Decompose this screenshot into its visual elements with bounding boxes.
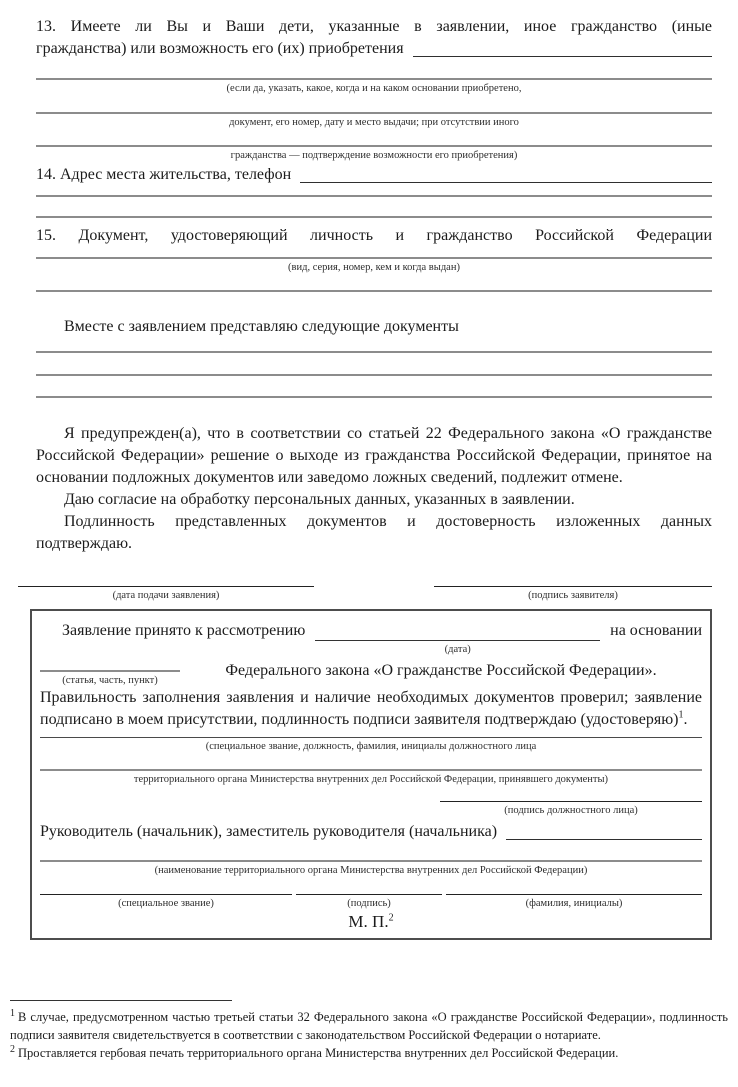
footnote-1: $^1$ В случае, предусмотренном частью третьей статьи 32 Федерального закона «О гражданстве Российской Федерации», подлинность подписи заявителя свидетельствуется в соответствии с законодательством Российской Федерации о нотариате. <box>10 1007 728 1042</box>
footnote-ref-1: 1 <box>678 709 684 721</box>
article-hint: (статья, часть, пункт) <box>62 675 158 686</box>
q13-hint-3: гражданства — подтверждение возможности его приобретения) <box>230 150 518 161</box>
official-use-box <box>30 609 712 940</box>
acceptance-text: Заявление принято к рассмотрению <box>62 622 306 639</box>
q13-answer-field-line-1[interactable] <box>36 78 712 80</box>
q13-answer-row-2 <box>36 112 712 129</box>
question-14-label: 14. Адрес места жительства, телефон <box>36 166 292 183</box>
applicant-signature-hint: (подпись заявителя) <box>528 590 618 601</box>
footnote-ref-2: 2 <box>388 912 394 924</box>
acceptance-row <box>40 620 702 656</box>
question-13-text-line1: 13. Имеете ли Вы и Ваши дети, указанные в заявлении, иное гражданство (иные <box>36 18 712 35</box>
org-name-row <box>40 860 702 877</box>
question-14 <box>36 164 712 186</box>
q15-answer-row <box>36 257 712 274</box>
head-name-field[interactable] <box>446 894 702 895</box>
law-name-text: Федерального закона «О гражданстве Российской Федерации». <box>225 662 657 679</box>
law-basis-row <box>40 656 702 687</box>
acceptance-basis-text: на основании <box>610 622 702 639</box>
official-rank-name-field[interactable] <box>40 737 702 738</box>
q13-hint-2: документ, его номер, дату и место выдачи; при отсутствии иного <box>229 117 519 128</box>
q14-address-field[interactable] <box>300 182 712 183</box>
q15-hint: (вид, серия, номер, кем и когда выдан) <box>288 262 460 273</box>
official-name-row-2 <box>40 769 702 786</box>
q15-document-field-line-1[interactable] <box>36 257 712 259</box>
stamp-place: М. П.$^2$ <box>348 912 394 931</box>
question-15-label: 15. Документ, удостоверяющий личность и гражданство Российской Федерации <box>36 227 712 244</box>
q13-answer-row-1 <box>36 78 712 95</box>
head-signature-row <box>40 894 702 910</box>
official-hint-1: (специальное звание, должность, фамилия, инициалы должностного лица <box>205 741 537 752</box>
head-row <box>40 821 702 843</box>
head-signature-field[interactable] <box>296 894 442 895</box>
application-date-hint: (дата подачи заявления) <box>112 590 220 601</box>
applicant-signature-field[interactable] <box>434 586 712 587</box>
head-field[interactable] <box>506 839 702 840</box>
q13-hint-1: (если да, указать, какое, когда и на каком основании приобретено, <box>226 83 522 94</box>
q13-answer-field-line-3[interactable] <box>36 145 712 147</box>
q13-other-citizenship-field[interactable] <box>413 56 712 57</box>
head-signature-hint: (подпись) <box>347 898 391 909</box>
authenticity-paragraph: Подлинность представленных документов и достоверность изложенных данных подтверждаю. <box>36 513 712 552</box>
footnote-divider <box>10 1000 232 1001</box>
footnotes-section <box>0 1000 738 1062</box>
verification-paragraph: Правильность заполнения заявления и наличие необходимых документов проверил; заявление подписано в моем присутствии, подлинность подписи заявителя подтверждаю (удостоверяю)$^1$. <box>40 689 702 728</box>
territorial-body-field[interactable] <box>40 769 702 771</box>
head-name-hint: (фамилия, инициалы) <box>525 898 623 909</box>
documents-list-field-line-2[interactable] <box>36 374 712 376</box>
rank-field[interactable] <box>40 894 292 895</box>
official-signature-field[interactable] <box>440 801 702 802</box>
official-hint-2: территориального органа Министерства внутренних дел Российской Федерации, принявшего документы) <box>133 774 609 785</box>
org-name-field[interactable] <box>40 860 702 862</box>
acceptance-date-hint: (дата) <box>444 644 471 655</box>
q15-document-field-line-2[interactable] <box>36 290 712 292</box>
documents-list-field-line-1[interactable] <box>36 351 712 353</box>
article-field[interactable] <box>40 656 180 672</box>
official-name-row-1 <box>40 737 702 753</box>
q13-answer-row-3 <box>36 145 712 162</box>
q13-answer-field-line-2[interactable] <box>36 112 712 114</box>
q14-answer-field-line-2[interactable] <box>36 216 712 218</box>
question-13 <box>36 16 712 60</box>
documents-list-field-line-3[interactable] <box>36 396 712 398</box>
consent-paragraph: Даю согласие на обработку персональных данных, указанных в заявлении. <box>64 491 575 508</box>
footnote-2: $^2$ Проставляется гербовая печать территориального органа Министерства внутренних дел Российской Федерации. <box>10 1043 619 1060</box>
head-label: Руководитель (начальник), заместитель руководителя (начальника) <box>40 823 498 840</box>
question-13-text-line2: гражданства) или возможность его (их) приобретения <box>36 40 404 57</box>
org-name-hint: (наименование территориального органа Министерства внутренних дел Российской Федерации) <box>154 865 588 876</box>
warning-paragraph: Я предупрежден(а), что в соответствии со статьей 22 Федерального закона «О гражданстве Российской Федерации» решение о выходе из гражданства Российской Федерации, принятое на основании подложных документов или заведомо ложных сведений, подлежит отмене. <box>36 425 712 486</box>
rank-hint: (специальное звание) <box>118 898 214 909</box>
acceptance-date-field[interactable] <box>315 620 600 641</box>
q14-answer-field-line-1[interactable] <box>36 195 712 197</box>
official-signature-hint: (подпись должностного лица) <box>504 805 638 816</box>
applicant-signature-row <box>18 586 712 602</box>
official-signature-col <box>440 801 702 817</box>
application-date-field[interactable] <box>18 586 314 587</box>
documents-intro-text: Вместе с заявлением представляю следующие документы <box>64 318 459 335</box>
